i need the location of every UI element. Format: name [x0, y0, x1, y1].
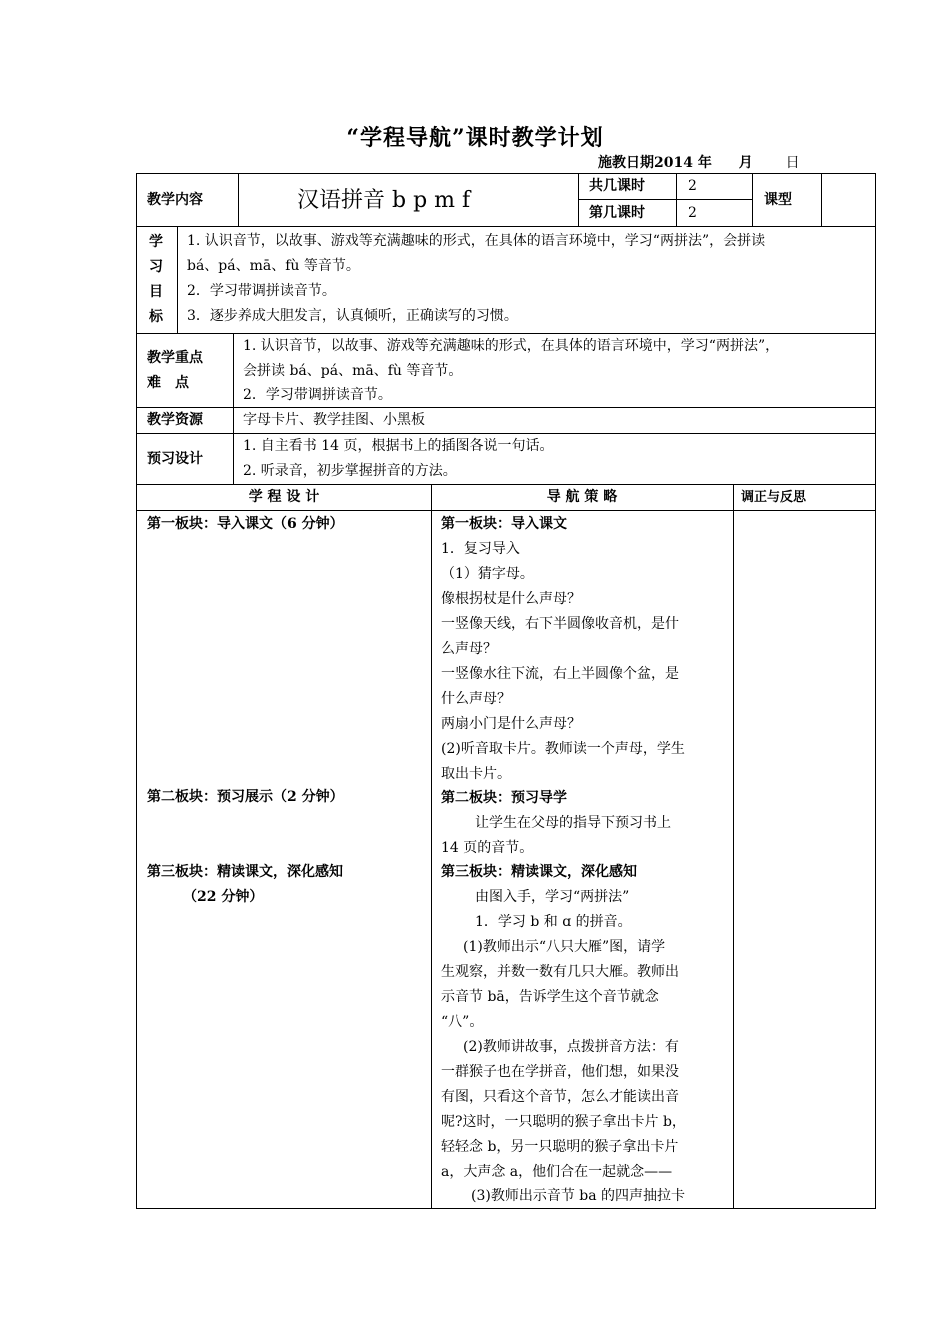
strategy-line: (2)听音取卡片。教师读一个声母，学生 [441, 741, 685, 757]
design-column-header: 学 程 设 计 [248, 489, 320, 505]
strategy-line: 一竖像天线，右下半圆像收音机，是什 [441, 616, 679, 632]
strategy-line: 取出卡片。 [441, 766, 511, 782]
difficulties-label: 难 点 [147, 375, 189, 391]
preview-label: 预习设计 [147, 451, 203, 467]
strategy-line: 轻轻念 b，另一只聪明的猴子拿出卡片 [441, 1139, 679, 1155]
content-value: 汉语拼音 b p m f [297, 188, 471, 213]
reflection-column-header: 调正与反思 [741, 490, 807, 505]
objectives-label-char: 目 [149, 284, 163, 300]
lesson-type-label: 课型 [764, 192, 792, 208]
lesson-plan-table [136, 173, 876, 1209]
key-point-line: 会拼读 bá、pá、mā、fù 等音节。 [243, 363, 463, 379]
strategy-line: 由图入手，学习“两拼法” [475, 889, 630, 905]
strategy-line: (1)教师出示“八只大雁”图，请学 [463, 939, 666, 955]
strategy-block-1-title: 第一板块：导入课文 [441, 516, 567, 532]
preview-line: 1. 自主看书 14 页，根据书上的插图各说一句话。 [243, 438, 554, 454]
strategy-line: 什么声母？ [441, 691, 511, 707]
strategy-line: 两扇小门是什么声母？ [441, 716, 581, 732]
strategy-line: 1．复习导入 [441, 541, 520, 557]
key-points-label: 教学重点 [147, 350, 203, 366]
strategy-line: 一群猴子也在学拼音，他们想，如果没 [441, 1064, 679, 1080]
total-periods-label: 共几课时 [589, 178, 645, 194]
date-month: 月 [738, 155, 753, 171]
objectives-label-char: 习 [149, 259, 163, 275]
objectives-label-char: 标 [149, 309, 163, 325]
design-block-1: 第一板块：导入课文（6 分钟） [147, 516, 344, 532]
key-point-line: 1. 认识音节，以故事、游戏等充满趣味的形式，在具体的语言环境中，学习“两拼法”， [243, 338, 780, 354]
strategy-line: “八”。 [441, 1014, 484, 1030]
strategy-line: (3)教师出示音节 ba 的四声抽拉卡 [471, 1188, 686, 1204]
strategy-line: 一竖像水往下流，右上半圆像个盆，是 [441, 666, 679, 682]
strategy-block-3-title: 第三板块：精读课文，深化感知 [441, 864, 637, 880]
content-label: 教学内容 [147, 192, 203, 208]
preview-line: 2. 听录音，初步掌握拼音的方法。 [243, 463, 457, 479]
strategy-block-2-title: 第二板块：预习导学 [441, 790, 567, 806]
date-line [598, 152, 800, 172]
strategy-line: 生观察，并数一数有几只大雁。教师出 [441, 964, 679, 980]
date-label: 施教日期2014 年 [598, 155, 712, 171]
strategy-line: 呢?这时，一只聪明的猴子拿出卡片 b， [441, 1114, 686, 1130]
strategy-line: 让学生在父母的指导下预习书上 [475, 815, 671, 831]
objective-line: 3．逐步养成大胆发言，认真倾听，正确读写的习惯。 [187, 308, 518, 324]
objective-line: 1. 认识音节，以故事、游戏等充满趣味的形式，在具体的语言环境中，学习“两拼法”，会拼读 [187, 233, 766, 249]
strategy-line: 有图，只看这个音节，怎么才能读出音 [441, 1089, 679, 1105]
strategy-column-header: 导 航 策 略 [546, 489, 618, 505]
strategy-line: 示音节 bā，告诉学生这个音节就念 [441, 989, 659, 1005]
strategy-line: 14 页的音节。 [441, 840, 534, 856]
objective-line: bá、pá、mā、fù 等音节。 [187, 258, 360, 274]
page-title: “学程导航”课时教学计划 [346, 125, 604, 151]
design-block-3-duration: （22 分钟） [183, 889, 264, 905]
strategy-line: 么声母？ [441, 641, 497, 657]
date-day: 日 [785, 155, 800, 171]
strategy-line: a，大声念 a，他们合在一起就念—— [441, 1164, 673, 1180]
objectives-label-char: 学 [149, 234, 163, 250]
resources-value: 字母卡片、教学挂图、小黑板 [243, 412, 425, 428]
strategy-line: 1．学习 b 和 ɑ 的拼音。 [475, 914, 632, 930]
objective-line: 2．学习带调拼读音节。 [187, 283, 336, 299]
resources-label: 教学资源 [147, 412, 203, 428]
design-block-2: 第二板块：预习展示（2 分钟） [147, 789, 344, 805]
current-period-label: 第几课时 [589, 205, 645, 221]
total-periods-value: 2 [688, 178, 697, 194]
design-block-3: 第三板块：精读课文，深化感知 [147, 864, 343, 880]
key-point-line: 2．学习带调拼读音节。 [243, 387, 392, 403]
strategy-line: 像根拐杖是什么声母？ [441, 591, 581, 607]
strategy-line: （1）猜字母。 [441, 566, 534, 582]
current-period-value: 2 [688, 205, 697, 221]
strategy-line: (2)教师讲故事，点拨拼音方法：有 [463, 1039, 679, 1055]
